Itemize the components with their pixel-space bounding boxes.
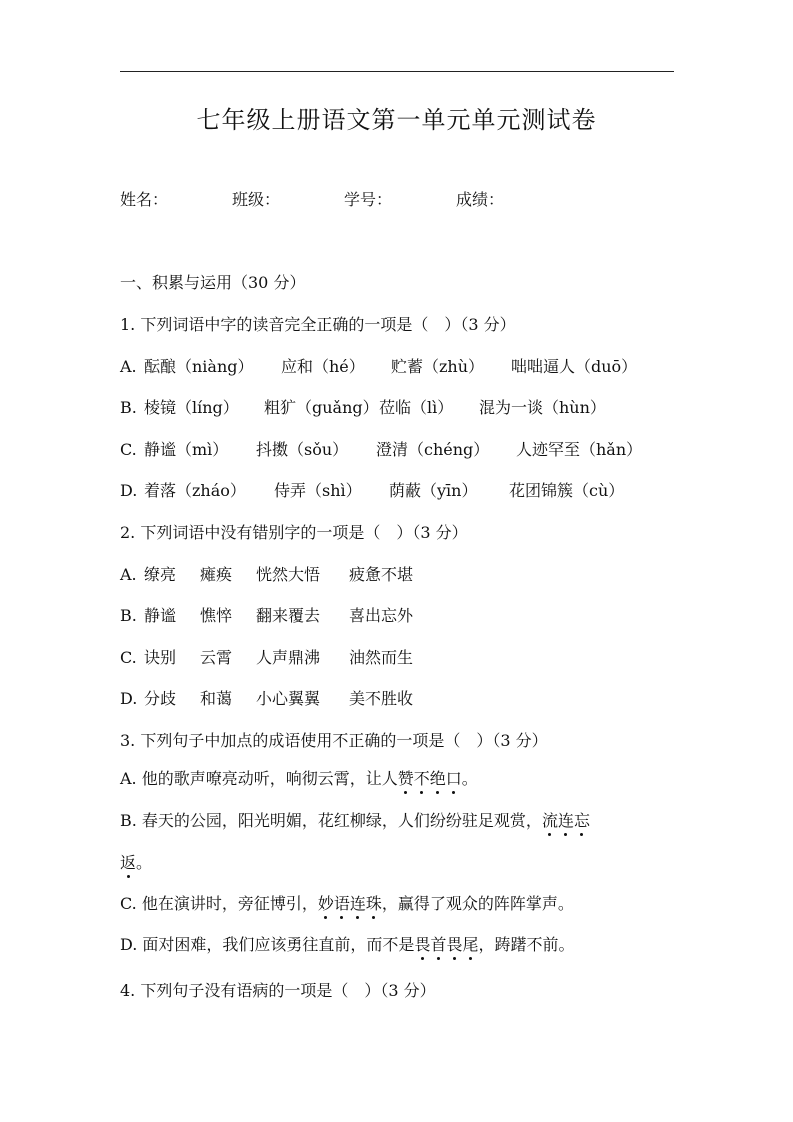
question-1-option-c [120, 440, 642, 460]
emphasis-char: 流 [541, 811, 558, 830]
emphasis-char: 尾 [462, 935, 479, 954]
header-rule [120, 71, 674, 72]
option-text: C. [120, 648, 137, 667]
emphasized-idiom [318, 894, 382, 913]
question-2-option-d [120, 689, 413, 709]
option-text: 抖擞（sǒu） [256, 440, 349, 459]
emphasized-idiom [398, 769, 462, 788]
question-2-option-a [120, 565, 413, 585]
option-text: 粗犷（guǎng） [264, 398, 379, 417]
emphasis-char: 畏 [446, 935, 463, 954]
question-2-stem: 2. 下列词语中没有错别字的一项是（ ）（3 分） [120, 523, 468, 542]
question-1-option-d [120, 481, 624, 501]
question-1-option-a [120, 357, 637, 377]
option-text: 美不胜收 [349, 689, 414, 708]
sentence-text: 。 [461, 769, 478, 788]
sentence-text: A. 他的歌声嘹亮动听，响彻云霄，让人 [120, 769, 398, 788]
emphasis-char: 忘 [573, 811, 590, 830]
emphasis-char: 连 [557, 811, 574, 830]
option-text: 咄咄逼人（duō） [511, 357, 638, 376]
option-text: D. [120, 689, 138, 708]
option-text: 着落（zháo） [144, 481, 246, 500]
page-title: 七年级上册语文第一单元单元测试卷 [196, 106, 597, 134]
option-text: 棱镜（líng） [144, 398, 239, 417]
option-text: 诀别 [144, 648, 177, 667]
question-2-option-b [120, 606, 413, 626]
option-text: 人声鼎沸 [256, 648, 321, 667]
name-label: 姓名： [120, 190, 169, 209]
student-info-row [120, 190, 504, 210]
sentence-text: 。 [136, 853, 153, 872]
sentence-text: C. 他在演讲时，旁征博引， [120, 894, 318, 913]
option-text: 人迹罕至（hǎn） [516, 440, 643, 459]
student-number-label: 学号： [344, 190, 393, 209]
option-text: B. [120, 398, 137, 417]
emphasis-char: 不 [413, 769, 430, 788]
emphasis-char: 连 [349, 894, 366, 913]
question-2-option-c [120, 648, 413, 668]
option-text: 分歧 [144, 689, 177, 708]
emphasis-char: 妙 [317, 894, 334, 913]
emphasized-idiom-continued [120, 853, 136, 872]
emphasis-char: 畏 [414, 935, 431, 954]
emphasis-char: 口 [445, 769, 462, 788]
option-text: 侍弄（shì） [274, 481, 362, 500]
option-text: 静谧 [144, 606, 177, 625]
sentence-text: ，赢得了观众的阵阵掌声。 [381, 894, 574, 913]
option-text: 和蔼 [200, 689, 233, 708]
option-text: 应和（hé） [281, 357, 365, 376]
question-3-option-d [120, 935, 575, 955]
option-text: C. [120, 440, 137, 459]
question-1-option-b [120, 398, 606, 418]
emphasis-char: 赞 [397, 769, 414, 788]
emphasized-idiom [542, 811, 590, 830]
question-3-option-c [120, 894, 574, 914]
question-3-option-a [120, 769, 478, 789]
option-text: 小心翼翼 [256, 689, 321, 708]
option-text: 贮蓄（zhù） [391, 357, 485, 376]
question-1-stem: 1. 下列词语中字的读音完全正确的一项是（ ）（3 分） [120, 315, 516, 334]
option-text: 喜出忘外 [349, 606, 414, 625]
option-text: 云霄 [200, 648, 233, 667]
question-3-option-b [120, 811, 590, 831]
section-heading: 一、积累与运用（30 分） [120, 273, 306, 292]
option-text: 憔悴 [200, 606, 233, 625]
sentence-text: D. 面对困难，我们应该勇往直前，而不是 [120, 935, 415, 954]
option-text: 荫蔽（yīn） [389, 481, 478, 500]
option-text: 莅临（lì） [379, 398, 454, 417]
emphasis-char: 语 [333, 894, 350, 913]
question-3-option-b-continued [120, 853, 152, 873]
option-text: 缭亮 [144, 565, 177, 584]
emphasized-idiom [414, 935, 478, 954]
question-4-stem: 4. 下列句子没有语病的一项是（ ）（3 分） [120, 981, 436, 1000]
option-text: A. [120, 357, 137, 376]
option-text: 静谧（mì） [144, 440, 229, 459]
option-text: A. [120, 565, 137, 584]
score-label: 成绩： [456, 190, 505, 209]
emphasis-char: 珠 [365, 894, 382, 913]
emphasis-char: 返 [120, 853, 137, 872]
option-text: 酝酿（niàng） [144, 357, 254, 376]
option-text: 混为一谈（hùn） [479, 398, 606, 417]
sentence-text: ，踌躇不前。 [478, 935, 575, 954]
option-text: B. [120, 606, 137, 625]
option-text: 澄清（chéng） [376, 440, 490, 459]
option-text: 恍然大悟 [256, 565, 321, 584]
option-text: 花团锦簇（cù） [509, 481, 625, 500]
class-label: 班级： [232, 190, 281, 209]
option-text: D. [120, 481, 138, 500]
question-3-stem: 3. 下列句子中加点的成语使用不正确的一项是（ ）（3 分） [120, 731, 548, 750]
emphasis-char: 首 [430, 935, 447, 954]
emphasis-char: 绝 [429, 769, 446, 788]
sentence-text: B. 春天的公园，阳光明媚，花红柳绿，人们纷纷驻足观赏， [120, 811, 542, 830]
option-text: 油然而生 [349, 648, 414, 667]
option-text: 疲惫不堪 [349, 565, 414, 584]
option-text: 翻来覆去 [256, 606, 321, 625]
option-text: 瘫痪 [200, 565, 233, 584]
